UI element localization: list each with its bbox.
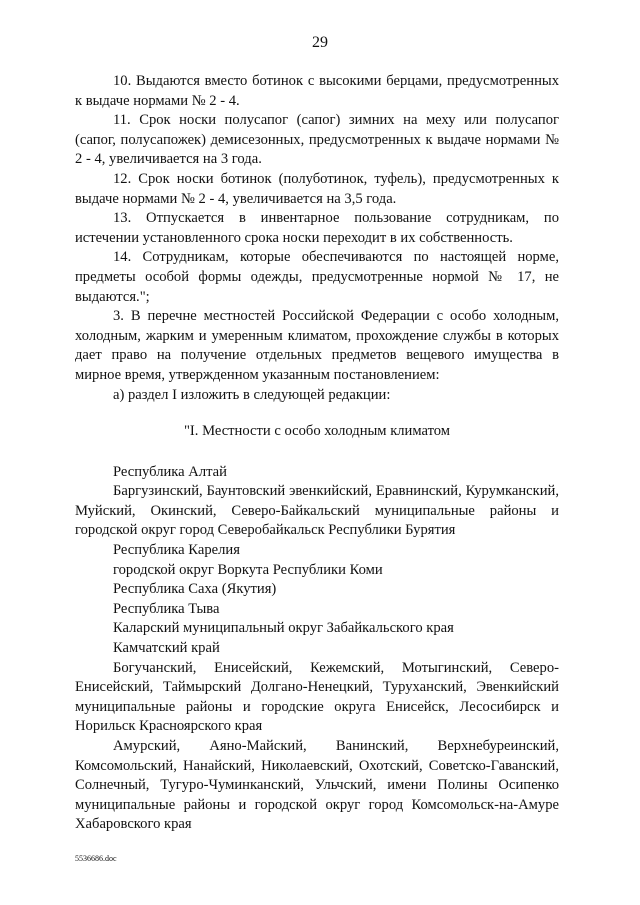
region-item: Республика Саха (Якутия) — [113, 581, 277, 598]
region-item: городской округ Воркута Республики Коми — [113, 561, 383, 578]
page-number: 29 — [312, 34, 328, 51]
document-file-reference: 5536686.doc — [75, 854, 117, 863]
region-item: Республика Алтай — [113, 463, 227, 480]
region-item: Баргузинский, Баунтовский эвенкийский, Еравнинский, Курумканский, Муйский, Окинский, Северо-Байкальский муниципальные районы и городской округ город Северобайкальск Республики Бурятия — [75, 483, 559, 539]
region-item: Амурский, Аяно-Майский, Ванинский, Верхнебуреинский, Комсомольский, Нанайский, Николаевский, Охотский, Советско-Гаванский, Солнечный, Тугуро-Чуминканский, Ульчский, имени Полины Осипенко муниципальные районы и городской округ город Комсомольск-на-Амуре Хабаровского края — [75, 738, 559, 833]
paragraph-13: 13. Отпускается в инвентарное пользование сотрудникам, по истечении установленного срока носки переходит в их собственность. — [75, 210, 559, 246]
paragraph-14: 14. Сотрудникам, которые обеспечиваются по настоящей норме, предметы особой формы одежды, предусмотренные нормой № 17, не выдаются."; — [75, 249, 559, 305]
paragraph-3: 3. В перечне местностей Российской Федерации с особо холодным, холодным, жарким и умеренным климатом, прохождение службы в которых дает право на получение отдельных предметов вещевого имущества в мирное время, утвержденном указанным постановлением: — [75, 308, 559, 383]
paragraph-11: 11. Срок носки полусапог (сапог) зимних на меху или полусапог (сапог, полусапожек) демисезонных, предусмотренных к выдаче нормами № 2 - 4, увеличивается на 3 года. — [75, 112, 559, 168]
region-item: Богучанский, Енисейский, Кежемский, Мотыгинский, Северо-Енисейский, Таймырский Долгано-Ненецкий, Туруханский, Эвенкийский муниципальные районы и городские округа Енисейск, Лесосибирск и Норильск Красноярского края — [75, 659, 559, 735]
document-body — [75, 72, 559, 835]
region-item: Каларский муниципальный округ Забайкальского края — [113, 620, 454, 637]
region-item: Камчатский край — [113, 640, 220, 657]
paragraph-10: 10. Выдаются вместо ботинок с высокими берцами, предусмотренных к выдаче нормами № 2 - 4. — [75, 73, 559, 109]
region-item: Республика Тыва — [113, 600, 220, 617]
region-item: Республика Карелия — [113, 542, 240, 559]
paragraph-12: 12. Срок носки ботинок (полуботинок, туфель), предусмотренных к выдаче нормами № 2 - 4, увеличивается на 3,5 года. — [75, 170, 559, 207]
paragraph-a: а) раздел I изложить в следующей редакции: — [113, 386, 391, 403]
section-heading: "I. Местности с особо холодным климатом — [183, 423, 451, 440]
